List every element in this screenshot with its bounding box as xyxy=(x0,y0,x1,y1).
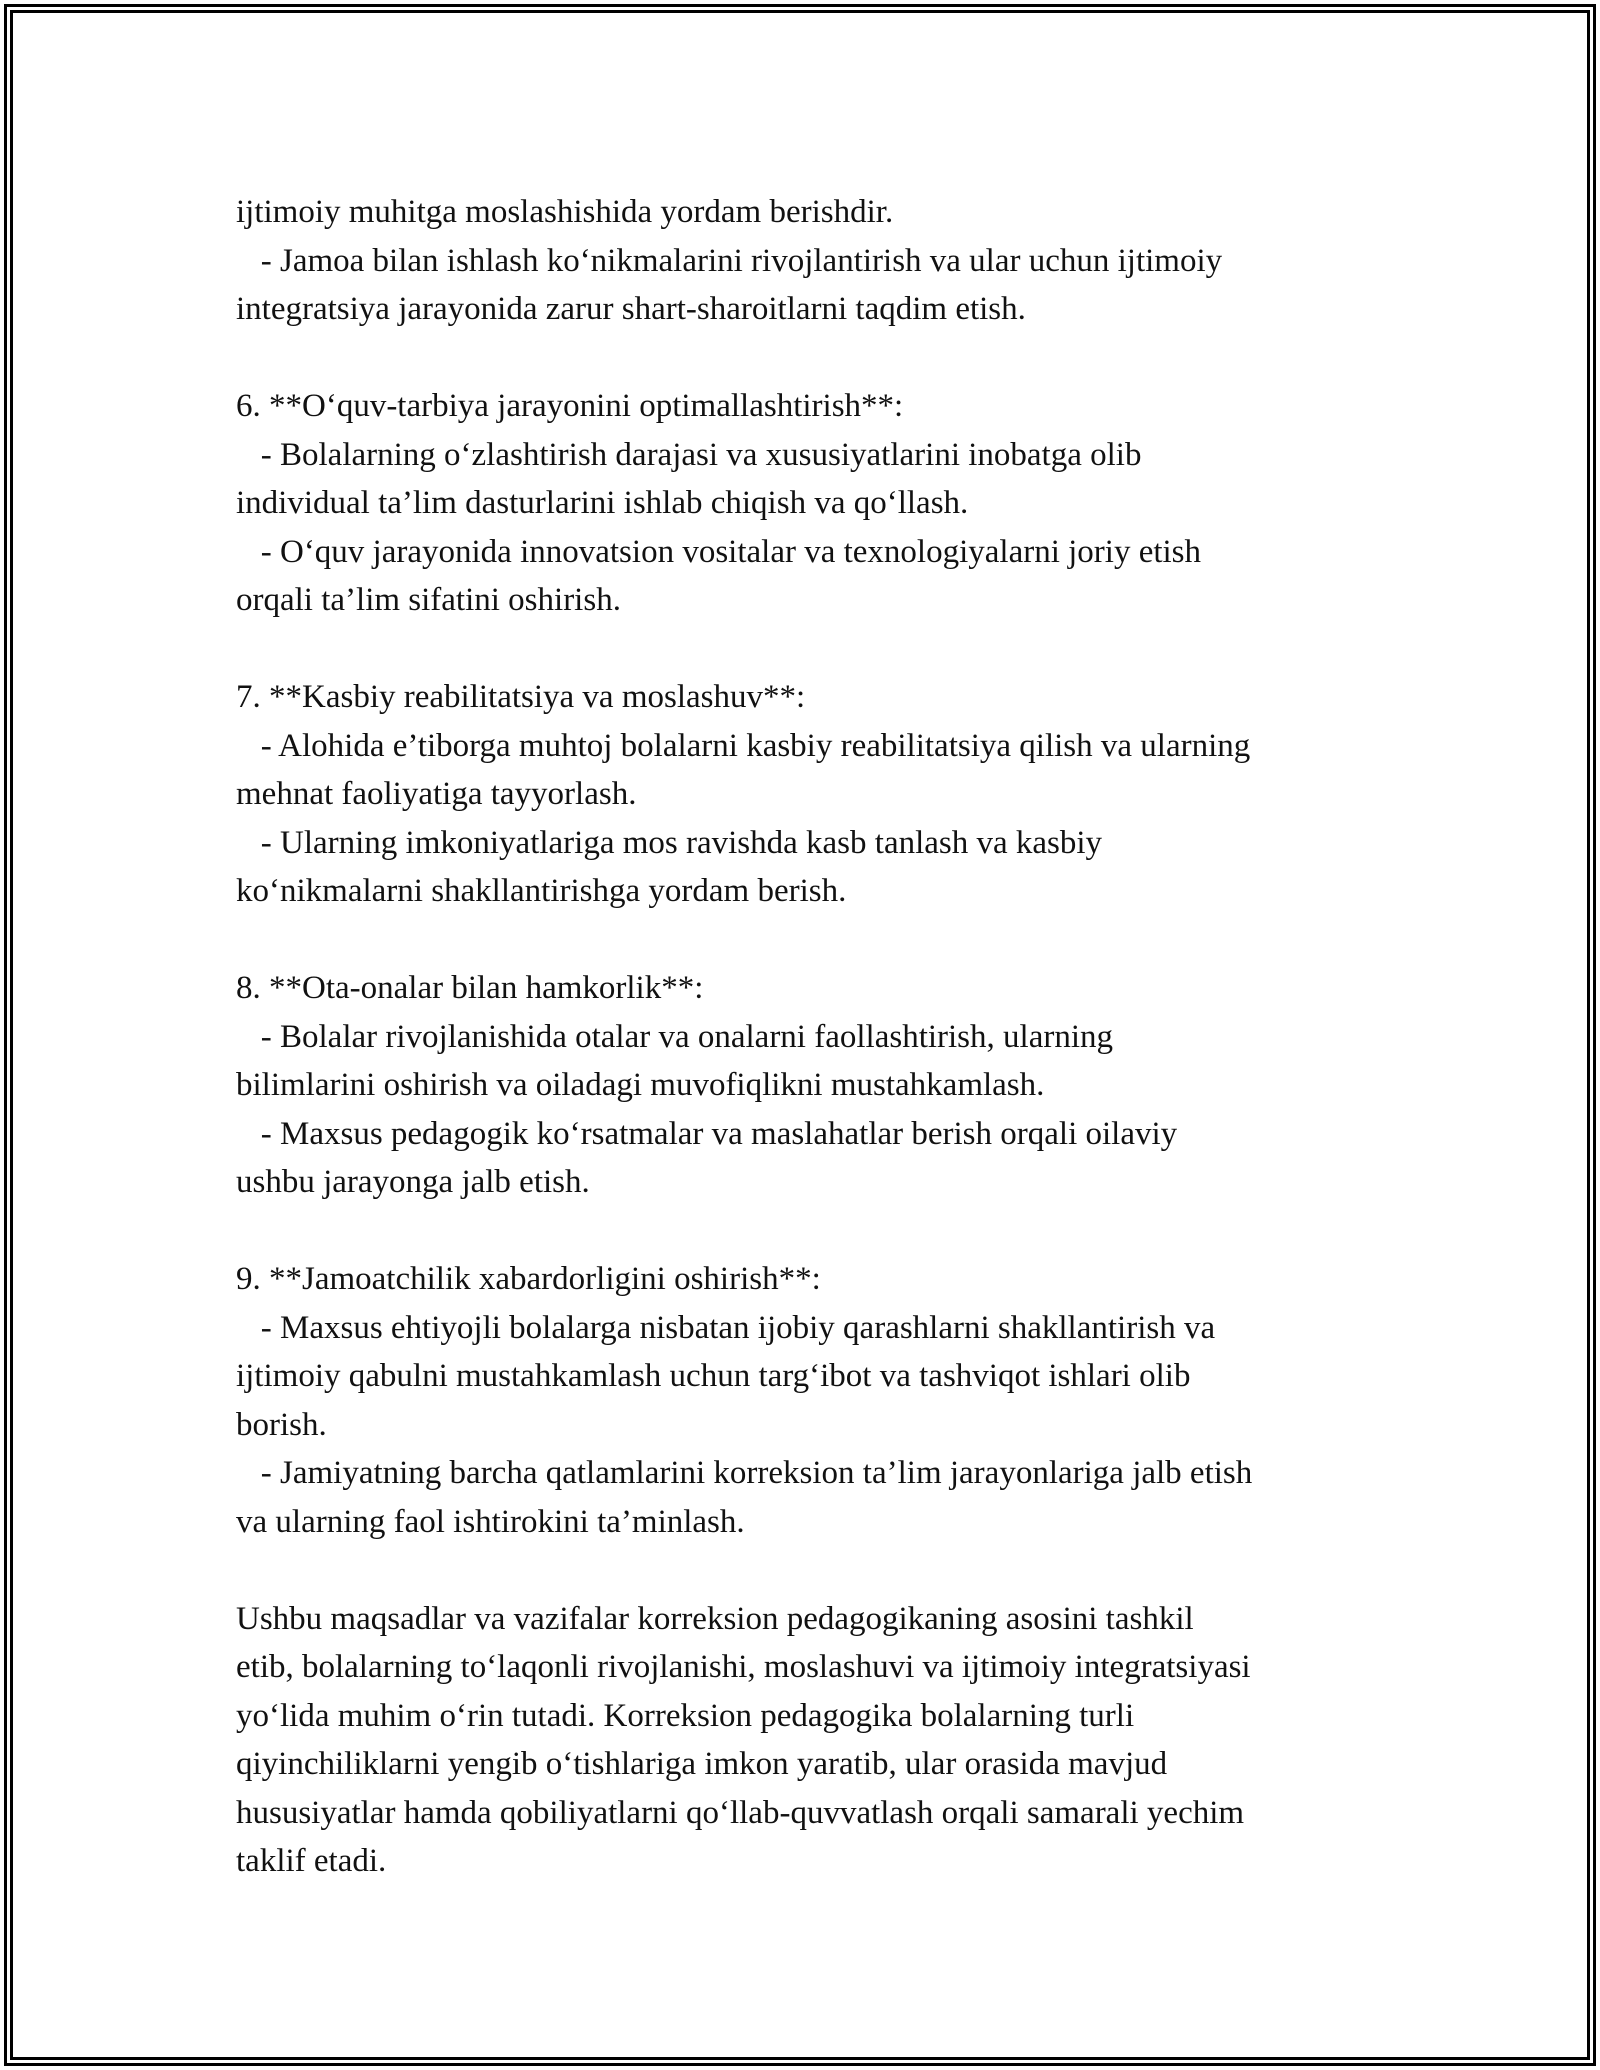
text-line: hususiyatlar hamda qobiliyatlarni qo‘llab-quvvatlash orqali samarali yechim xyxy=(236,1794,1245,1831)
section-heading: 7. **Kasbiy reabilitatsiya va moslashuv**: xyxy=(236,679,806,715)
section-heading: 9. **Jamoatchilik xabardorligini oshirish**: xyxy=(236,1261,821,1297)
paragraph-gap xyxy=(236,916,1396,965)
text-line: ijtimoiy muhitga moslashishida yordam berishdir. xyxy=(236,194,894,230)
text-line: mehnat faoliyatiga tayyorlash. xyxy=(236,776,637,812)
paragraph-gap xyxy=(236,334,1396,383)
text-line: orqali ta’lim sifatini oshirish. xyxy=(236,582,621,618)
text-line: - Bolalar rivojlanishida otalar va onalarni faollashtirish, ularning xyxy=(236,1018,1113,1055)
text-line: va ularning faol ishtirokini ta’minlash. xyxy=(236,1503,745,1540)
text-line: ijtimoiy qabulni mustahkamlash uchun targ‘ibot va tashviqot ishlari olib xyxy=(236,1358,1191,1394)
intro-paragraph xyxy=(236,188,1396,334)
text-line: taklif etadi. xyxy=(236,1843,387,1879)
text-line: - Ularning imkoniyatlariga mos ravishda kasb tanlash va kasbiy xyxy=(236,824,1103,861)
text-line: individual ta’lim dasturlarini ishlab chiqish va qo‘llash. xyxy=(236,485,969,521)
text-line: - O‘quv jarayonida innovatsion vositalar va texnologiyalarni joriy etish xyxy=(236,533,1202,570)
section-heading: 8. **Ota-onalar bilan hamkorlik**: xyxy=(236,970,704,1006)
paragraph-gap xyxy=(236,625,1396,674)
text-line: integratsiya jarayonida zarur shart-sharoitlarni taqdim etish. xyxy=(236,291,1026,327)
text-line: yo‘lida muhim o‘rin tutadi. Korreksion pedagogika bolalarning turli xyxy=(236,1697,1135,1734)
section-9 xyxy=(236,1255,1396,1546)
text-line: - Maxsus pedagogik ko‘rsatmalar va maslahatlar berish orqali oilaviy xyxy=(236,1115,1178,1152)
text-line: bilimlarini oshirish va oiladagi muvofiqlikni mustahkamlash. xyxy=(236,1067,1045,1103)
text-line: etib, bolalarning to‘laqonli rivojlanishi, moslashuvi va ijtimoiy integratsiyasi xyxy=(236,1649,1251,1685)
text-line: - Maxsus ehtiyojli bolalarga nisbatan ijobiy qarashlarni shakllantirish va xyxy=(236,1309,1216,1346)
text-line: ko‘nikmalarni shakllantirishga yordam berish. xyxy=(236,873,847,909)
text-line: - Jamoa bilan ishlash ko‘nikmalarini rivojlantirish va ular uchun ijtimoiy xyxy=(236,242,1223,279)
text-line: borish. xyxy=(236,1406,327,1443)
section-6 xyxy=(236,382,1396,625)
document-body xyxy=(236,188,1396,1886)
paragraph-gap xyxy=(236,1546,1396,1595)
text-line: ushbu jarayonga jalb etish. xyxy=(236,1164,590,1200)
section-7 xyxy=(236,673,1396,916)
paragraph-gap xyxy=(236,1207,1396,1256)
text-line: - Alohida e’tiborga muhtoj bolalarni kasbiy reabilitatsiya qilish va ularning xyxy=(236,727,1251,764)
conclusion-paragraph xyxy=(236,1595,1396,1886)
text-line: qiyinchiliklarni yengib o‘tishlariga imkon yaratib, ular orasida mavjud xyxy=(236,1746,1168,1782)
section-heading: 6. **O‘quv-tarbiya jarayonini optimallashtirish**: xyxy=(236,388,904,424)
text-line: - Jamiyatning barcha qatlamlarini korreksion ta’lim jarayonlariga jalb etish xyxy=(236,1455,1253,1491)
text-line: Ushbu maqsadlar va vazifalar korreksion pedagogikaning asosini tashkil xyxy=(236,1600,1194,1637)
text-line: - Bolalarning o‘zlashtirish darajasi va xususiyatlarini inobatga olib xyxy=(236,436,1142,473)
section-8 xyxy=(236,964,1396,1207)
